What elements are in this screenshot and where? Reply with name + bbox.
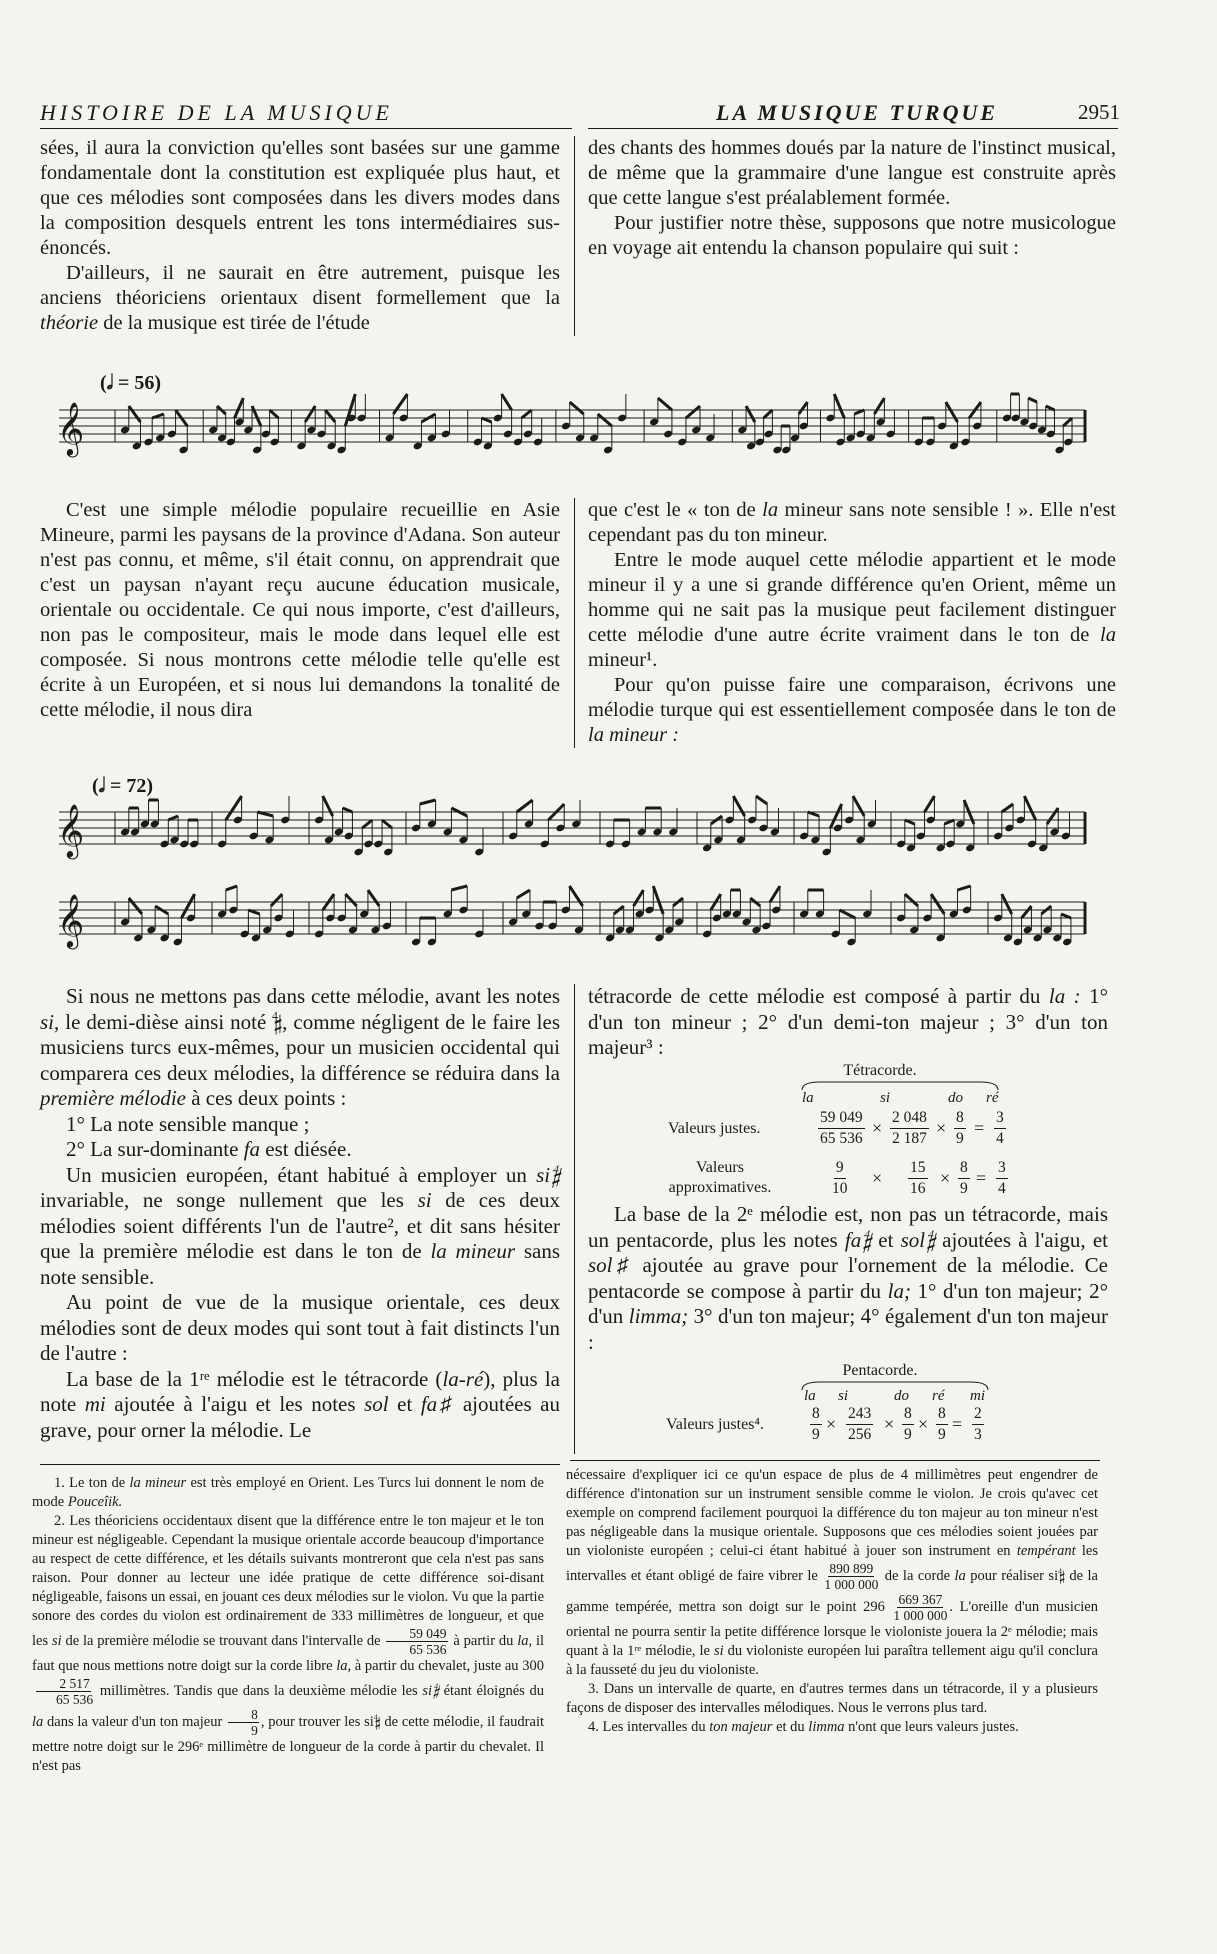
- note-beam: [325, 410, 335, 422]
- note-beam: [517, 890, 530, 898]
- note-beam: [226, 886, 237, 890]
- note-beam: [393, 394, 407, 414]
- footnote: 4. Les intervalles du ton majeur et du limma n'ont que leurs valeurs justes.: [588, 1719, 1019, 1735]
- mid-left-column: [40, 498, 560, 723]
- paragraph: La base de la 2ᵉ mélodie est, non pas un tétracorde, mais un pentacorde, plus les notes fa𝄲 et sol𝄲 ajoutées à l'aigu, et sol♯ ajoutée au grave pour l'ornement de la mélodie. Ce pentacorde se compose à partir du la; 1° d'un ton majeur; 2° d'un limma; 3° d'un ton majeur; 4° également d'un ton majeur :: [588, 1202, 1108, 1354]
- tempo-marking: (𝅗𝅥 = 56): [100, 372, 162, 394]
- header-rule-left: [40, 128, 572, 129]
- note-beam: [854, 410, 864, 414]
- fraction: 9 10: [832, 1159, 848, 1197]
- note-beam: [946, 402, 958, 422]
- note-beam: [931, 894, 944, 914]
- tetracorde-table: [640, 1058, 1060, 1208]
- times-sign: ×: [872, 1118, 883, 1138]
- note-name: mi: [970, 1388, 985, 1404]
- note-beam: [420, 800, 436, 804]
- note-beam: [756, 796, 767, 804]
- low-right-column-b: [574, 1202, 1108, 1355]
- paragraph: Si nous ne mettons pas dans cette mélodie, avant les notes si, le demi-dièse ainsi noté 𝄲, comme négligent de le faire les musiciens turcs eux-mêmes, pour un musicien occidental qui comparera ces deux mélodies, la différence se réduira dans la première mélodie à ces deux points :: [40, 984, 560, 1110]
- table-brace: [800, 1080, 1000, 1092]
- fraction: $\frac{59 049}{65 536}$: [386, 1626, 447, 1657]
- equals-sign: =: [974, 1118, 985, 1138]
- page-number: 2951: [1078, 100, 1120, 124]
- note-beam: [1061, 914, 1071, 918]
- mid-right-column: [588, 498, 1116, 748]
- times-sign: ×: [884, 1414, 895, 1434]
- top-right-column: [588, 136, 1116, 261]
- note-beam: [1022, 906, 1032, 918]
- paragraph: Un musicien européen, étant habitué à employer un si𝄲 invariable, ne songe nullement que les si de ces deux mélodies soient différents l'un de l'autre², et dit sans hésiter que la première mélodie est dans le ton de la mineur sans note sensible.: [40, 1162, 561, 1289]
- note-beam: [830, 804, 841, 828]
- music-staff-2b: [55, 880, 1095, 960]
- note-beam: [770, 886, 780, 902]
- pentacorde-table: [660, 1358, 1060, 1458]
- note-beam: [1028, 398, 1037, 402]
- note-beam: [957, 886, 970, 890]
- column-divider: [574, 498, 575, 748]
- fraction: $\frac{669 367}{1 000 000}$: [893, 1592, 948, 1623]
- list-item: 1° La note sensible manque ;: [66, 1111, 310, 1136]
- fraction: 243 256: [848, 1405, 872, 1443]
- fraction: 2 3: [974, 1405, 982, 1443]
- note-beam: [686, 406, 700, 418]
- times-sign: ×: [936, 1118, 947, 1138]
- note-beam: [1002, 894, 1012, 914]
- paragraph: La base de la 1ʳᵉ mélodie est le tétracorde (la-ré), plus la note mi ajoutée à l'aigu et les notes sol et fa♯ ajoutées au grave, pour orner la mélodie. Le: [40, 1366, 561, 1442]
- note-beam: [382, 820, 392, 828]
- fraction: 15 16: [910, 1159, 926, 1197]
- row-label: Valeurs justes.: [668, 1120, 761, 1137]
- note-beam: [658, 398, 672, 410]
- note-beam: [905, 820, 915, 824]
- note-beam: [517, 800, 533, 812]
- note-beam: [733, 796, 744, 816]
- equals-sign: =: [952, 1414, 963, 1434]
- note-beam: [226, 796, 242, 820]
- note-beam: [368, 890, 379, 906]
- note-name: ré: [932, 1388, 945, 1404]
- note-beam: [248, 910, 259, 914]
- note-beam: [634, 890, 644, 906]
- note-beam: [235, 398, 244, 418]
- fraction: 8 9: [904, 1405, 912, 1443]
- running-header-left: HISTOIRE DE LA MUSIQUE: [40, 100, 393, 125]
- note-name: la: [802, 1090, 814, 1106]
- note-beam: [168, 816, 178, 820]
- fraction: $\frac{890 899}{1 000 000}$: [824, 1561, 879, 1592]
- note-beam: [874, 398, 884, 414]
- paragraph: des chants des hommes doués par la nature de l'instinct musical, de même que la grammaire d'une langue est construite après que cette langue s'est préalablement formée.: [588, 137, 1116, 209]
- equals-sign: =: [976, 1168, 987, 1188]
- note-beam: [522, 410, 532, 418]
- fraction: 3 4: [996, 1109, 1004, 1147]
- footnote-rule-right: [570, 1460, 1100, 1461]
- fraction: $\frac{8}{9}$: [228, 1707, 259, 1738]
- fraction: 8 9: [938, 1405, 946, 1443]
- fraction: $\frac{2 517}{65 536}$: [34, 1676, 93, 1707]
- times-sign: ×: [826, 1414, 837, 1434]
- note-name: si: [838, 1388, 849, 1404]
- paragraph: C'est une simple mélodie populaire recueillie en Asie Mineure, parmi les paysans de la province d'Adana. Son auteur n'est pas connu, et même, s'il était connu, on apprendrait que c'est un paysan n'ayant reçu aucune éducation musicale, orientale ou occidentale. Ce qui nous importe, c'est d'ailleurs, non pas le compositeur, mais le mode dans lequel elle est composée. Si nous montrons cette mélodie telle qu'elle est écrite à un Européen, et si nous lui demandons la tonalité de cette mélodie, il nous dira: [40, 499, 560, 721]
- note-beam: [1002, 804, 1013, 812]
- low-left-column: [40, 984, 560, 1443]
- note-beam: [129, 898, 142, 914]
- row-label: Valeurs justes⁴.: [666, 1416, 765, 1433]
- note-beam: [944, 820, 954, 824]
- note-beam: [323, 796, 333, 816]
- footnote: 2. Les théoriciens occidentaux disent que la différence entre le ton majeur et le ton mineur est négligeable. Cependant la musique orientale accorde beaucoup d'importance au respect de cette différence, et les détails suivants montreront que cela n'est pas sans raison. Pour donner au lecteur une idée pratique de cette différence soi-disant négligeable, faisons un essai, en jouant ces deux mélodies sur le violon. Vu que la partie sonore des cordes du violon est ordinairement de 333 millimètres de longueur, et que les si de la première mélodie se trouvant dans l'intervalle de $\frac{59 049}{65 536}$ à partir du la, il faut que nous mettions notre doigt sur la corde libre la, à partir du chevalet, juste au 300 $\frac{2 517}{65 536}$ millimètres. Tandis que dans la deuxième mélodie les si𝄲 étant éloignés du la dans la valeur d'un ton majeur $\frac{8}{9}$ , pour trouver les si𝄲 de cette mélodie, il faudrait mettre notre doigt sur le 296ᵉ millimètre de longueur de la corde à partir du chevalet. Il n'est pas: [32, 1513, 545, 1774]
- footnote-rule-left: [40, 1464, 560, 1465]
- note-name: do: [894, 1388, 909, 1404]
- fraction: 8 9: [960, 1159, 968, 1197]
- times-sign: ×: [940, 1168, 951, 1188]
- fraction: 8 9: [956, 1109, 964, 1147]
- table-title: Tétracorde.: [843, 1062, 917, 1079]
- note-beam: [905, 894, 918, 906]
- footnote-continuation: nécessaire d'expliquer ici ce qu'un espace de plus de 4 millimètres peut engendrer de différence d'intonation sur un instrument sensible comme le violon. Je crois qu'avec cet exemple on comprend facilement pourquoi la différence du ton majeur au ton mineur n'est pas négligeable dans la musique orientale. Supposons que ces mélodies soient jouées par un violoniste européen ; celui-ci étant habitué à jouer son instrument en tempérant les intervalles et étant obligé de faire vibrer le $\frac{890 899}{1 000 000}$ de la corde la pour réaliser si𝄲 de la gamme tempérée, mettra son doigt sur le point 296 $\frac{669 367}{1 000 000}$ . L'oreille d'un musicien oriental ne pourra sentir la petite différence lorsque le violoniste jouera la 2ᵉ mélodie; mais quant à la 1ʳᵉ mélodie, le si du violoniste européen lui paraîtra tellement aigu qu'il conclura à la fausseté du jeu du violoniste.: [566, 1467, 1099, 1678]
- fraction: 59 049 65 536: [820, 1109, 863, 1147]
- footnote: 3. Dans un intervalle de quarte, en d'autres termes dans un tétracorde, il y a plusieurs façons de disposer des intervalles mélodiques. Nous le verrons plus tard.: [566, 1681, 1098, 1716]
- music-staff-1: [55, 388, 1095, 468]
- note-beam: [1046, 406, 1055, 410]
- paragraph: que c'est le « ton de la mineur sans note sensible ! ». Elle n'est cependant pas du ton mineur.: [588, 499, 1116, 546]
- note-beam: [451, 886, 467, 890]
- paragraph: Pour justifier notre thèse, supposons que notre musicologue en voyage ait entendu la chanson populaire qui suit :: [588, 212, 1116, 259]
- note-beam: [270, 410, 279, 418]
- row-label: Valeurs approximatives.: [668, 1159, 772, 1196]
- note-beam: [925, 796, 935, 812]
- paragraph: Pour qu'on puisse faire une comparaison, écrivons une mélodie turque qui est essentiellement composée dans le ton de la mineur :: [588, 674, 1116, 746]
- fraction: 3 4: [998, 1159, 1006, 1197]
- treble-clef-icon: 𝄞: [57, 803, 85, 857]
- footnotes-left: [32, 1474, 544, 1776]
- note-beam: [764, 410, 773, 418]
- paragraph: D'ailleurs, il ne saurait en être autrement, puisque les anciens théoriciens orientaux disent formellement que la théorie de la musique est tirée de l'étude: [40, 262, 560, 334]
- footnotes-right: [566, 1466, 1098, 1737]
- note-name: ré: [986, 1090, 999, 1106]
- note-beam: [570, 402, 584, 414]
- list-item: 2° La sur-dominante fa est diésée.: [66, 1137, 352, 1161]
- note-beam: [343, 808, 353, 812]
- note-beam: [1063, 418, 1072, 426]
- note-beam: [482, 418, 492, 422]
- note-beam: [271, 894, 282, 906]
- column-divider: [574, 136, 575, 336]
- note-name: si: [880, 1090, 891, 1106]
- note-beam: [257, 812, 273, 816]
- note-beam: [569, 886, 582, 906]
- footnote: 1. Le ton de la mineur est très employé en Orient. Les Turcs lui donnent le nom de mode Pouceîik.: [32, 1475, 544, 1510]
- tempo-marking: (𝅗𝅥 = 72): [92, 775, 154, 797]
- paragraph: tétracorde de cette mélodie est composé à partir du la : 1° d'un ton mineur ; 2° d'un demi-ton majeur ; 3° d'un ton majeur³ :: [588, 984, 1109, 1059]
- fraction: 2 048 2 187: [892, 1109, 927, 1147]
- note-beam: [305, 406, 315, 422]
- times-sign: ×: [872, 1168, 883, 1188]
- note-beam: [152, 414, 164, 418]
- paragraph: Entre le mode auquel cette mélodie appartient et le mode mineur il y a une si grande différence qu'en Orient, même un homme qui ne sait pas la musique peut facilement distinguer cette mélodie d'une autre écrite vraiment dans le ton de la mineur¹.: [588, 549, 1116, 671]
- note-beam: [598, 414, 612, 426]
- note-beam: [129, 406, 141, 422]
- note-beam: [839, 910, 855, 918]
- note-beam: [345, 894, 356, 906]
- treble-clef-icon: 𝄞: [57, 401, 85, 455]
- note-beam: [1024, 796, 1035, 820]
- note-beam: [853, 796, 864, 816]
- low-right-column-a: [574, 984, 1108, 1061]
- note-beam: [746, 406, 755, 422]
- note-beam: [834, 394, 844, 418]
- note-name: do: [948, 1090, 963, 1106]
- note-name: la: [804, 1388, 816, 1404]
- paragraph: sées, il aura la conviction qu'elles sont basées sur une gamme fondamentale dont la constitution est expliquée plus haut, et que ces mélodies sont composées dans les divers modes dans la composition desquels entrent les tons intermédiaires sus-énoncés.: [40, 137, 560, 259]
- music-staff-2a: [55, 790, 1095, 870]
- treble-clef-icon: 𝄞: [57, 893, 85, 947]
- note-beam: [252, 406, 261, 426]
- top-left-column: [40, 136, 560, 336]
- note-beam: [808, 812, 819, 816]
- table-title: Pentacorde.: [842, 1362, 918, 1379]
- times-sign: ×: [918, 1414, 929, 1434]
- note-beam: [799, 402, 808, 414]
- running-header-right: LA MUSIQUE TURQUE: [716, 100, 999, 125]
- header-rule-right: [588, 128, 1118, 129]
- paragraph: Au point de vue de la musique orientale, ces deux mélodies sont de deux modes qui sont tout à fait distincts l'un de l'autre :: [40, 1290, 560, 1365]
- note-beam: [502, 394, 512, 410]
- note-beam: [362, 820, 372, 828]
- note-beam: [1047, 808, 1058, 824]
- note-beam: [181, 894, 194, 918]
- fraction: 8 9: [812, 1405, 820, 1443]
